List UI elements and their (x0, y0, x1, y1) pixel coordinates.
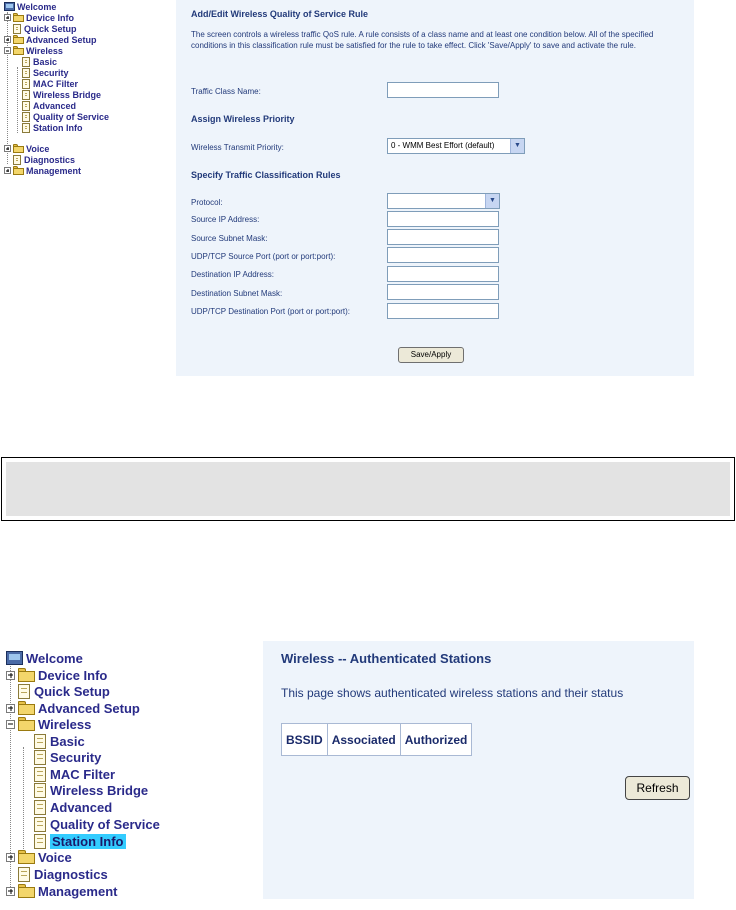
expand-icon[interactable] (4, 36, 11, 43)
protocol-select[interactable] (387, 193, 500, 209)
priority-label: Wireless Transmit Priority: (191, 143, 284, 152)
destination-ip-input[interactable] (387, 266, 499, 282)
station-info-screenshot (0, 641, 694, 899)
source-port-label: UDP/TCP Source Port (port or port:port): (191, 252, 336, 261)
page-title: Wireless -- Authenticated Stations (281, 651, 492, 666)
folder-icon (18, 850, 35, 864)
source-ip-input[interactable] (387, 211, 499, 227)
page-description: This page shows authenticated wireless stations and their status (281, 686, 624, 700)
document-icon (18, 867, 30, 882)
document-icon (22, 123, 30, 133)
tree-item-diagnostics[interactable]: Diagnostics (18, 866, 108, 882)
tree-item-mac-filter[interactable]: MAC Filter (22, 78, 78, 89)
tree-item-quality-of-service[interactable]: Quality of Service (22, 111, 109, 122)
tree-item-device-info[interactable]: Device Info (4, 12, 74, 23)
source-mask-input[interactable] (387, 229, 499, 245)
column-header-bssid: BSSID (282, 724, 328, 756)
destination-mask-input[interactable] (387, 284, 499, 300)
document-icon (22, 112, 30, 122)
collapse-icon[interactable] (6, 720, 15, 729)
destination-ip-label: Destination IP Address: (191, 270, 275, 279)
tree-item-wireless-bridge[interactable]: Wireless Bridge (22, 89, 101, 100)
destination-port-label: UDP/TCP Destination Port (port or port:port): (191, 307, 351, 316)
document-icon (34, 783, 46, 798)
tree-item-quick-setup[interactable]: Quick Setup (18, 683, 110, 699)
traffic-class-input[interactable] (387, 82, 499, 98)
tree-item-security[interactable]: Security (34, 749, 101, 765)
document-icon (22, 57, 30, 67)
source-mask-label: Source Subnet Mask: (191, 234, 268, 243)
document-icon (34, 817, 46, 832)
expand-icon[interactable] (4, 145, 11, 152)
tree-item-mac-filter[interactable]: MAC Filter (34, 766, 115, 782)
tree-item-welcome[interactable]: Welcome (4, 1, 56, 12)
selected-tree-label: Station Info (52, 833, 124, 849)
folder-icon (13, 35, 24, 44)
document-icon (22, 79, 30, 89)
open-folder-icon (13, 46, 24, 55)
folder-icon (18, 668, 35, 682)
document-icon (34, 750, 46, 765)
nav-tree (4, 0, 174, 180)
tree-item-advanced[interactable]: Advanced (22, 100, 76, 111)
tree-item-advanced-setup[interactable]: Advanced Setup (4, 34, 97, 45)
qos-rule-screenshot (0, 0, 694, 376)
tree-item-welcome[interactable]: Welcome (6, 650, 83, 666)
tree-item-wireless[interactable]: Wireless (6, 716, 91, 732)
folder-icon (13, 144, 24, 153)
open-folder-icon (18, 717, 35, 731)
tree-item-quick-setup[interactable]: Quick Setup (13, 23, 77, 34)
tree-item-advanced[interactable]: Advanced (34, 799, 112, 815)
computer-icon (6, 651, 23, 665)
tree-item-security[interactable]: Security (22, 67, 69, 78)
column-header-associated: Associated (327, 724, 400, 756)
tree-item-basic[interactable]: Basic (34, 733, 85, 749)
table-header-row (282, 724, 472, 756)
source-ip-label: Source IP Address: (191, 215, 260, 224)
station-info-panel (263, 641, 694, 899)
dropdown-arrow-icon[interactable]: ▼ (510, 139, 524, 153)
folder-icon (18, 884, 35, 898)
column-header-authorized: Authorized (400, 724, 472, 756)
save-apply-button[interactable]: Save/Apply (398, 347, 464, 363)
expand-icon[interactable] (4, 167, 11, 174)
expand-icon[interactable] (6, 704, 15, 713)
tree-item-station-info[interactable] (34, 833, 126, 849)
priority-selected-value: 0 - WMM Best Effort (default) (391, 141, 495, 150)
tree-item-management[interactable]: Management (4, 165, 81, 176)
source-port-input[interactable] (387, 247, 499, 263)
collapse-icon[interactable] (4, 47, 11, 54)
expand-icon[interactable] (4, 14, 11, 21)
tree-item-station-info[interactable]: Station Info (22, 122, 83, 133)
document-icon (18, 684, 30, 699)
nav-tree (6, 649, 261, 899)
tree-item-wireless-bridge[interactable]: Wireless Bridge (34, 782, 148, 798)
document-icon (34, 800, 46, 815)
tree-item-voice[interactable]: Voice (6, 849, 72, 865)
priority-section-title: Assign Wireless Priority (191, 114, 295, 124)
note-box (1, 457, 735, 521)
tree-item-device-info[interactable]: Device Info (6, 667, 107, 683)
traffic-class-label: Traffic Class Name: (191, 87, 261, 96)
tree-item-advanced-setup[interactable]: Advanced Setup (6, 700, 140, 716)
folder-icon (18, 701, 35, 715)
page-description: The screen controls a wireless traffic QoS rule. A rule consists of a class name and at least one condition below. All of the specified conditions in this classification rule must be satisfied for the rule to take effect. Click 'Save/Apply' to save and activate the rule. (191, 30, 654, 50)
folder-icon (13, 166, 24, 175)
note-box-shading (6, 462, 730, 516)
dropdown-arrow-icon[interactable]: ▼ (485, 194, 499, 208)
document-icon (34, 734, 46, 749)
destination-mask-label: Destination Subnet Mask: (191, 289, 283, 298)
tree-item-quality-of-service[interactable]: Quality of Service (34, 816, 160, 832)
expand-icon[interactable] (6, 671, 15, 680)
tree-item-wireless[interactable]: Wireless (4, 45, 63, 56)
document-icon (13, 24, 21, 34)
document-icon (22, 68, 30, 78)
document-icon (22, 101, 30, 111)
rules-section-title: Specify Traffic Classification Rules (191, 170, 341, 180)
destination-port-input[interactable] (387, 303, 499, 319)
expand-icon[interactable] (6, 853, 15, 862)
computer-icon (4, 2, 15, 11)
refresh-button[interactable]: Refresh (625, 776, 690, 800)
tree-item-diagnostics[interactable]: Diagnostics (13, 154, 75, 165)
document-icon (13, 155, 21, 165)
folder-icon (13, 13, 24, 22)
document-icon (22, 90, 30, 100)
tree-item-voice[interactable]: Voice (4, 143, 49, 154)
stations-table (281, 723, 472, 756)
priority-select[interactable] (387, 138, 525, 154)
document-icon (34, 767, 46, 782)
qos-rule-panel (176, 0, 694, 376)
expand-icon[interactable] (6, 887, 15, 896)
tree-item-basic[interactable]: Basic (22, 56, 57, 67)
document-icon (34, 834, 46, 849)
protocol-label: Protocol: (191, 198, 223, 207)
page-title: Add/Edit Wireless Quality of Service Rule (191, 9, 368, 19)
tree-item-management[interactable]: Management (6, 883, 117, 899)
